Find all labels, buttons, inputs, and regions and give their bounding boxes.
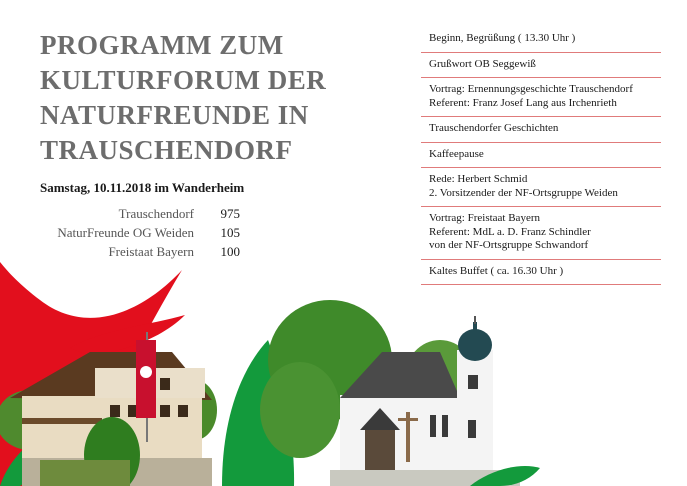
program-line: Rede: Herbert Schmid <box>429 173 528 185</box>
program-line: Referent: MdL a. D. Franz Schindler <box>429 225 591 238</box>
stat-value: 105 <box>220 225 240 240</box>
program-line: Referent: Franz Josef Lang aus Irchenrieth <box>429 96 617 109</box>
program-line: von der NF-Ortsgruppe Schwandorf <box>429 239 589 251</box>
program-line: Kaffeepause <box>429 147 484 160</box>
stat-value: 100 <box>220 244 240 259</box>
population-stats <box>40 206 240 263</box>
program-item <box>421 143 661 169</box>
program-line: Vortrag: Freistaat Bayern <box>429 212 540 224</box>
title-line: TRAUSCHENDORF <box>40 135 293 165</box>
program-item <box>421 207 661 260</box>
stat-row <box>40 225 240 244</box>
page-title <box>40 28 360 168</box>
program-item <box>421 27 661 53</box>
event-date: Samstag, 10.11.2018 im Wanderheim <box>40 180 245 195</box>
program-line: Beginn, Begrüßung ( 13.30 Uhr ) <box>429 32 576 44</box>
title-line: PROGRAMM ZUM <box>40 30 284 60</box>
stat-label: NaturFreunde OG Weiden <box>57 225 194 240</box>
title-line: KULTURFORUM DER <box>40 65 327 95</box>
program-line: Grußwort OB Seggewiß <box>429 57 536 70</box>
program-list <box>421 27 661 285</box>
stat-row <box>40 206 240 225</box>
stat-value: 975 <box>220 206 240 221</box>
program-line: 2. Vorsitzender der NF-Ortsgruppe Weiden <box>429 186 618 199</box>
stat-label: Trauschendorf <box>118 206 194 221</box>
title-line: NATURFREUNDE IN <box>40 100 309 130</box>
program-item <box>421 53 661 79</box>
program-line: Kaltes Buffet ( ca. 16.30 Uhr ) <box>429 264 564 277</box>
program-line: Trauschendorfer Geschichten <box>429 122 559 134</box>
program-item <box>421 260 661 286</box>
program-item <box>421 78 661 117</box>
program-line: Vortrag: Ernennungsgeschichte Trauschendorf <box>429 83 633 95</box>
stat-label: Freistaat Bayern <box>108 244 194 259</box>
program-item <box>421 117 661 143</box>
program-item <box>421 168 661 207</box>
stat-row <box>40 244 240 263</box>
